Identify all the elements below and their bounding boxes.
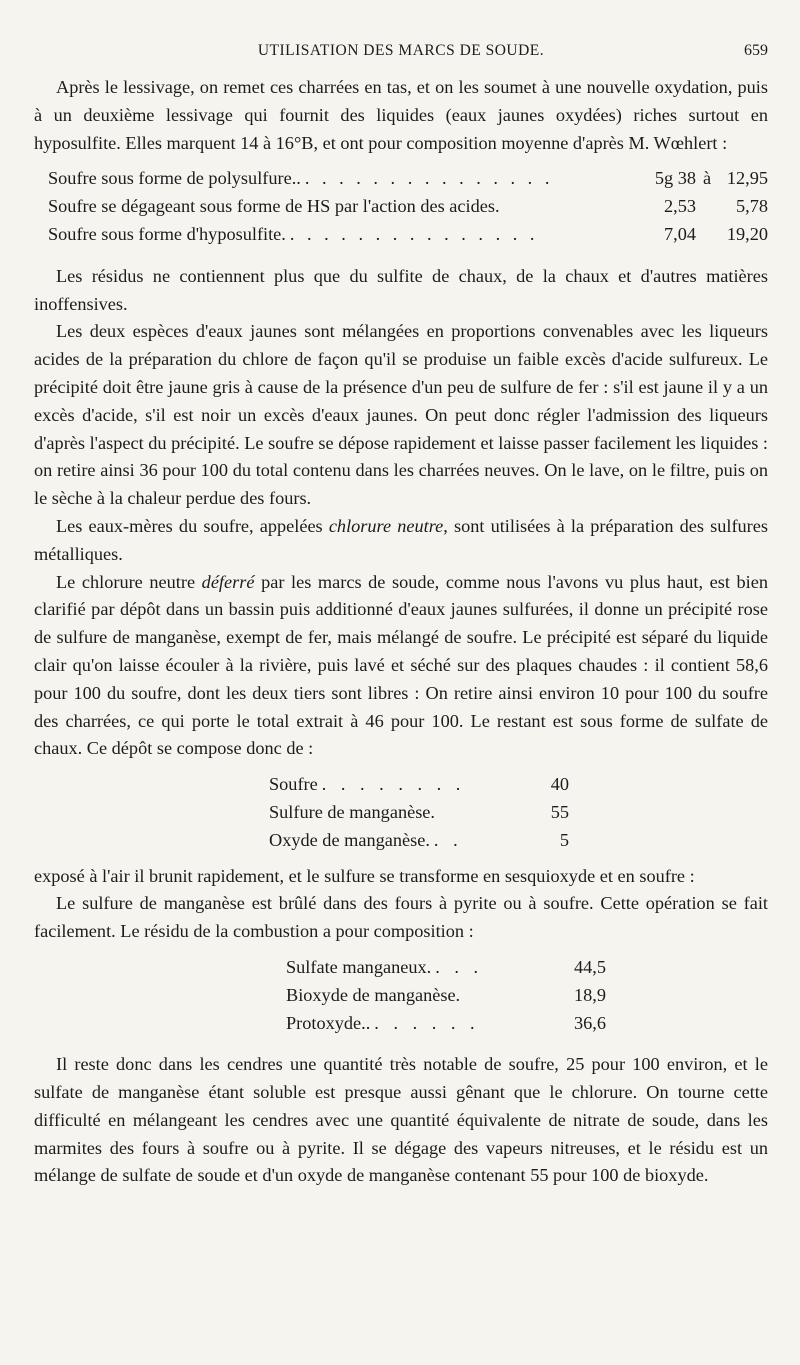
row-value: 44,5: [574, 956, 606, 977]
row-value-min: 5g 38: [654, 168, 696, 189]
row-label: Sulfure de manganèse.: [269, 801, 435, 822]
row-value-max: 5,78: [736, 196, 768, 217]
page-body: [34, 74, 768, 1190]
emphasis: chlorure neutre: [328, 515, 444, 536]
row-label: Protoxyde..: [286, 1012, 371, 1033]
paragraph-7: Le sulfure de manganèse est brûlé dans des fours à pyrite ou à soufre. Cette opération se fait facilement. Le résidu de la combustion a pour composition :: [34, 893, 768, 942]
row-value: 5: [559, 829, 569, 850]
page-number: 659: [744, 42, 768, 59]
row-value: 55: [550, 801, 569, 822]
row-value: 36,6: [574, 1012, 606, 1033]
deposit-composition-table: [269, 771, 569, 854]
row-label: Soufre sous forme de polysulfure..: [48, 168, 301, 189]
page-header: [34, 42, 768, 68]
running-head: UTILISATION DES MARCS DE SOUDE.: [257, 42, 545, 59]
residue-composition-table: [286, 954, 606, 1037]
paragraph-6: exposé à l'air il brunit rapidement, et le sulfure se transforme en sesquioxyde et en soufre :: [34, 865, 695, 886]
row-connector: à: [702, 168, 712, 189]
row-value: 18,9: [574, 984, 606, 1005]
leader-dots: . .: [433, 829, 463, 850]
table-row: [48, 221, 768, 249]
table-row: [48, 193, 768, 221]
row-value-min: 2,53: [664, 196, 696, 217]
table-row: [48, 165, 768, 193]
paragraph-1: Après le lessivage, on remet ces charrées en tas, et on les soumet à une nouvelle oxydation, puis à un deuxième lessivage qui fournit des liquides (eaux jaunes oxydées) riches surtout en hyposulfite. Elles marquent 14 à 16°B, et ont pour composition moyenne d'après M. Wœhlert :: [34, 77, 768, 153]
leader-dots: . . . . . . . .: [321, 774, 466, 795]
paragraph-3: Les deux espèces d'eaux jaunes sont mélangées en proportions convenables avec les liqueurs acides de la préparation du chlore de façon qu'il se produise un faible excès d'acide sulfureux. Le précipité doit être jaune gris à cause de la présence d'un peu de sulfure de fer : s'il est jaune il y a un excès d'acide, s'il est noir un excès d'eaux jaunes. On peut donc régler l'admission des liqueurs d'après l'aspect du précipité. Le soufre se dépose rapidement et laisse passer facilement les liquides : on retire ainsi 36 pour 100 du total contenu dans les charrées neuves. On le lave, on le filtre, puis on le sèche à la chaleur perdue des fours.: [34, 321, 768, 509]
row-value-max: 12,95: [726, 168, 768, 189]
table-row: [269, 827, 569, 855]
table-row: [286, 954, 606, 982]
paragraph-8: Il reste donc dans les cendres une quantité très notable de soufre, 25 pour 100 environ, et le sulfate de manganèse étant soluble est presque aussi gênant que le chlorure. On tourne cette difficulté en mélangeant les cendres avec une quantité équivalente de nitrate de soude, dans les marmites des fours à soufre ou à pyrite. Il se dégage des vapeurs nitreuses, et le résidu est un mélange de sulfate de soude et d'un oxyde de manganèse contenant 55 pour 100 de bioxyde.: [34, 1054, 768, 1186]
leader-dots: . . . . . . . . . . . . . . .: [289, 223, 539, 244]
leader-dots: . . . . . . . . . . . . . . .: [304, 168, 554, 189]
table-row: [286, 982, 606, 1010]
row-label: Oxyde de manganèse.: [269, 829, 430, 850]
leader-dots: . . . . . .: [374, 1012, 480, 1033]
table-row: [286, 1010, 606, 1038]
row-label: Soufre se dégageant sous forme de HS par l'action des acides.: [48, 196, 500, 217]
paragraph-4: Les eaux-mères du soufre, appelées chlorure neutre, sont utilisées à la préparation des sulfures métalliques.: [34, 515, 768, 564]
row-label: Soufre sous forme d'hyposulfite.: [48, 223, 286, 244]
leader-dots: . . .: [435, 956, 484, 977]
paragraph-2: Les résidus ne contiennent plus que du sulfite de chaux, de la chaux et d'autres matières inoffensives.: [34, 265, 768, 314]
emphasis: déferré: [201, 571, 255, 592]
row-label: Soufre: [269, 774, 318, 795]
table-row: [269, 799, 569, 827]
row-value-min: 7,04: [664, 223, 696, 244]
row-label: Sulfate manganeux.: [286, 956, 432, 977]
row-value: 40: [550, 774, 569, 795]
row-label: Bioxyde de manganèse.: [286, 984, 461, 1005]
row-value-max: 19,20: [726, 223, 768, 244]
paragraph-5: Le chlorure neutre déferré par les marcs de soude, comme nous l'avons vu plus haut, est bien clarifié par dépôt dans un bassin puis additionné d'eaux jaunes sulfurées, il donne un précipité rose de sulfure de manganèse, exempt de fer, mais mélangé de soufre. Le précipité est séparé du liquide clair qu'on laisse écouler à la rivière, puis lavé et séché sur des plaques chaudes : il contient 58,6 pour 100 du soufre, dont les deux tiers sont libres : On retire ainsi environ 10 pour 100 du soufre des charrées, ce qui porte le total extrait à 46 pour 100. Le restant est sous forme de sulfate de chaux. Ce dépôt se compose donc de :: [34, 571, 769, 759]
table-row: [269, 771, 569, 799]
sulfur-composition-table: [48, 165, 768, 248]
